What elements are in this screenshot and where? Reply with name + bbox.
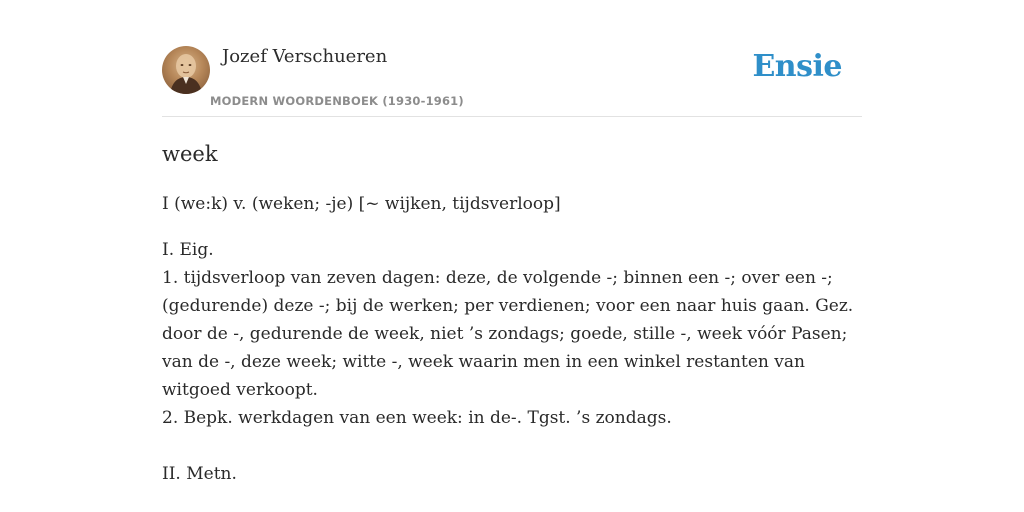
definition-line: I. Eig. <box>162 240 214 260</box>
definition-line: 2. Bepk. werkdagen van een week: in de-. Tgst. ’s zondags. <box>162 408 672 428</box>
definition-line: van de -, deze week; witte -, week waarin men in een winkel restanten van <box>162 352 805 372</box>
source-title[interactable]: MODERN WOORDENBOEK (1930-1961) <box>210 94 464 108</box>
definition-line: door de -, gedurende de week, niet ’s zondags; goede, stille -, week vóór Pasen; <box>162 324 848 344</box>
brand-logo[interactable]: Ensie <box>752 49 842 84</box>
author-avatar[interactable] <box>162 46 210 94</box>
definition-line: 1. tijdsverloop van zeven dagen: deze, de volgende -; binnen een -; over een -; <box>162 268 833 288</box>
definition-line: (gedurende) deze -; bij de werken; per verdienen; voor een naar huis gaan. Gez. <box>162 296 854 316</box>
definition-line: witgoed verkoopt. <box>162 380 318 400</box>
entry-content <box>162 138 862 488</box>
author-name[interactable]: Jozef Verschueren <box>222 46 388 67</box>
portrait-icon <box>162 46 210 94</box>
etymology-line: I (we:k) v. (weken; -je) [~ wijken, tijdsverloop] <box>162 194 561 214</box>
blank-line <box>162 432 862 460</box>
definition-line: II. Metn. <box>162 464 237 484</box>
headword: week <box>162 142 218 166</box>
entry-header <box>162 44 862 117</box>
definition-body <box>162 236 862 488</box>
